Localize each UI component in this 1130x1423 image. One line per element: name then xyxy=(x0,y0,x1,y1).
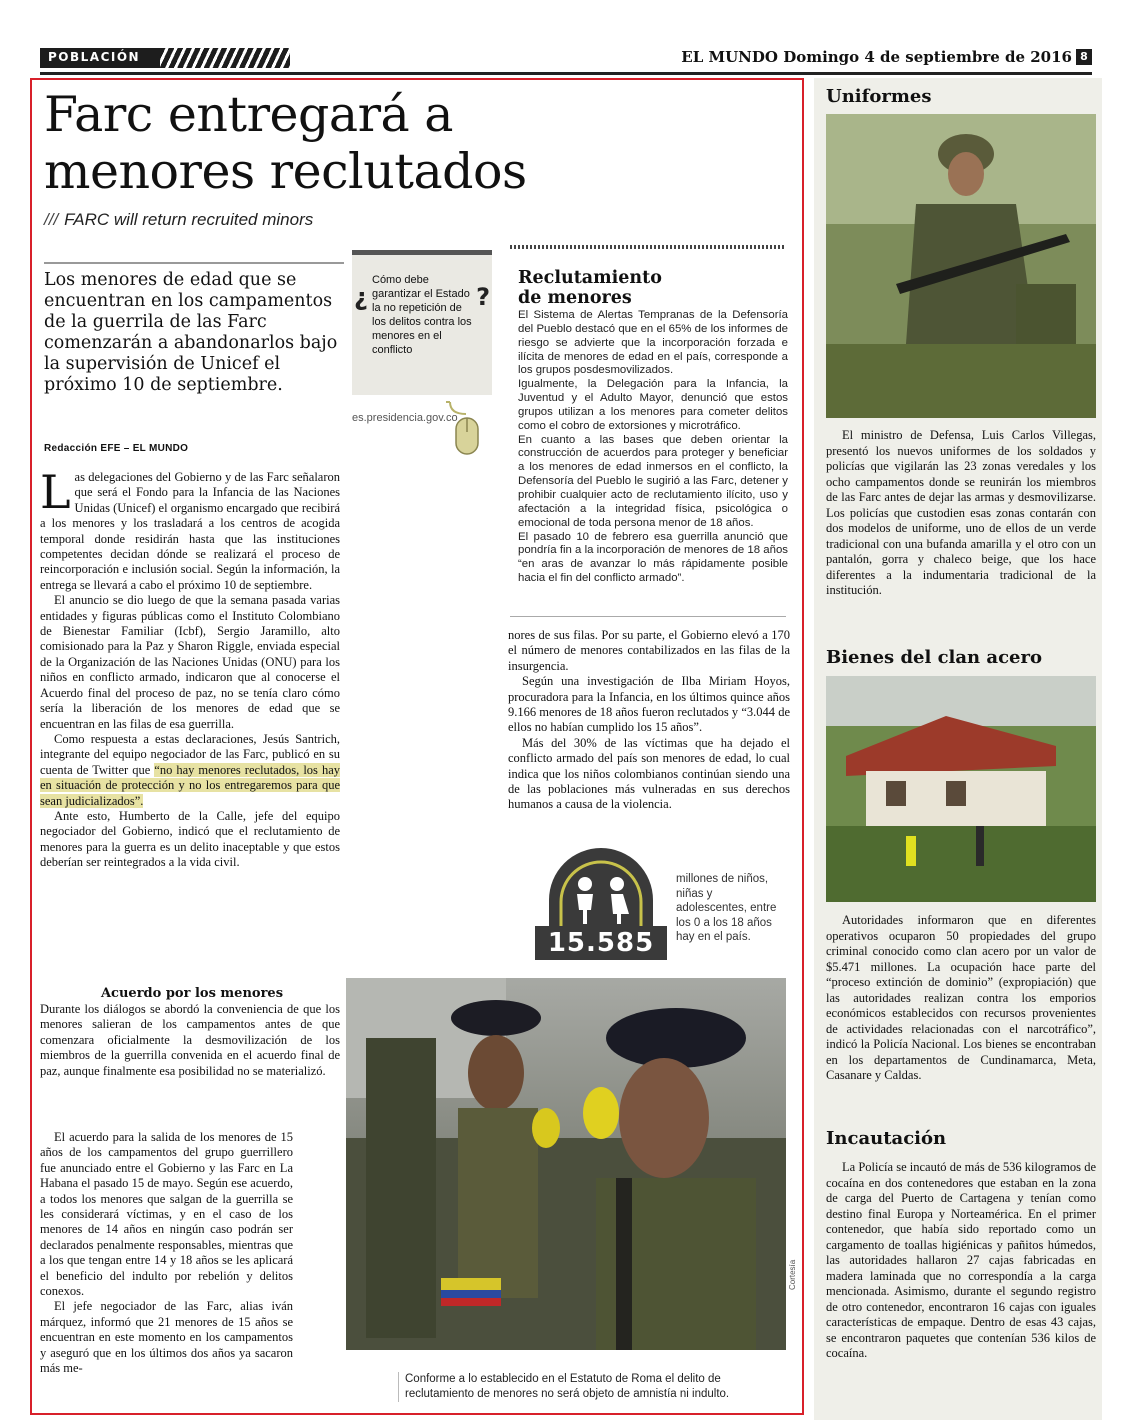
question-close-icon: ? xyxy=(476,283,490,311)
headline-line-2: menores reclutados xyxy=(44,143,527,200)
lead-rule xyxy=(44,262,344,264)
box-dotted-rule xyxy=(510,245,786,249)
stat-caption: millones de niños, niñas y adolescentes, entre los 0 a los 18 años hay en el país. xyxy=(676,873,777,943)
guerrilla-photo xyxy=(346,978,786,1350)
subheadline-slashes-icon: /// xyxy=(44,210,59,229)
headline xyxy=(44,86,784,200)
article-paragraph: El jefe negociador de las Farc, alias iván márquez, informó que 21 menores de 15 años se encuentran en este momento en los campamentos y aseguró que en los últimos dos años ya sacaron más me- xyxy=(40,1299,293,1376)
sidebar-text-incautacion: La Policía se incautó de más de 536 kilogramos de cocaína en dos contenedores que estaban en la zona de carga del Puerto de Cartagena y tenían como destino final Europa y Norteamérica. En el primer contenedor, que había sido reportado como un cargamento de toallas higiénicas y pañitos húmedos, las autoridades hallaron 27 cajas fabricadas en madera laminada que no correspondía a la carga mencionada. Asimismo, durante el segundo registro de otro contenedor, encontraron 16 cajas con iguales características de empaque. Dentro de esas 43 cajas, se encontraron paquetes que contenían 536 kilos de cocaína. xyxy=(826,1160,1096,1360)
sidebar-title-bienes: Bienes del clan acero xyxy=(826,647,1042,668)
box-title: Reclutamiento de menores xyxy=(518,268,662,308)
section-stripes xyxy=(160,48,290,68)
box-paragraph: En cuanto a las bases que deben orientar la construcción de acuerdos para proteger y beneficiar a los menores de edad inmersos en el conflicto, la Defensoría del Pueblo le sugirió a las Farc, detener y prohibir cualquier acto de reclutamiento ilícito, uso y afectación a la integridad física, psicológica o emocional de toda persona menor de 18 años. xyxy=(518,433,788,529)
article-paragraph: Más del 30% de las víctimas que ha dejado el conflicto armado del país son menores de edad, lo cual indica que los niños colombianos continúan siendo una de las poblaciones más vulneradas en sus derechos humanos a causa de la violencia. xyxy=(508,735,790,812)
article-paragraph: nores de sus filas. Por su parte, el Gobierno elevó a 170 el número de menores contabilizados en las filas de la insurgencia. xyxy=(508,628,790,673)
question-box xyxy=(352,250,492,395)
section-label: POBLACIÓN xyxy=(48,50,141,64)
subheadline xyxy=(44,210,313,230)
sidebar-title-uniformes: Uniformes xyxy=(826,86,932,107)
article-paragraph: Durante los diálogos se abordó la conveniencia de que los menores salieran de los campamentos antes de que comenzara oficialmente la desmovilización de los miembros de la guerrilla convenida en el acuerdo final de paz, aunque finalmente esa posibilidad no se materializó. xyxy=(40,1002,340,1078)
question-text: Cómo debe garantizar el Estado la no repetición de los delitos contra los menores en el conflicto xyxy=(372,274,472,356)
sidebar-text-bienes: Autoridades informaron que en diferentes operativos ocuparon 50 propiedades del grupo criminal conocido como clan acero por un valor de $5.471 millones. La ocupación hace parte del “proceso extinción de dominio” (expropiación) que las autoridades realizan contra los emporios económicos establecidos con recursos provenientes de actividades relacionadas con el narcotráfico”, indicó la Policía Nacional. Los bienes se encontraban en los departamentos de Cundinamarca, Meta, Casanare y Caldas. xyxy=(826,913,1096,1082)
section-tag xyxy=(40,48,290,68)
article-paragraph: Las delegaciones del Gobierno y de las Farc señalaron que será el Fondo para la Infancia de las Naciones Unidas (Unicef) el organismo encargado que recibirá a los menores y los trasladará a los centros de acogida temporal donde residirán hasta que las instituciones competentes decidan dónde se realizará el proceso de reincorporación e inclusión social. Según la información, la entrega se llevará a cabo el próximo 10 de septiembre. xyxy=(40,465,340,592)
box-body xyxy=(518,309,788,586)
lead-paragraph: Los menores de edad que se encuentran en los campamentos de la guerrila de las Farc comenzarán a abandonarlos bajo la supervisión de Unicef el próximo 10 de septiembre. xyxy=(44,270,338,395)
sidebar-text-uniformes: El ministro de Defensa, Luis Carlos Villegas, presentó los nuevos uniformes de los soldados y policías que vigilarán las 23 zonas veredales y los ocho campamentos donde se reunirán los miembros de las Farc antes de dejar las armas y desmovilizarse. Los policías que custodien esas zonas contarán con dos modelos de uniforme, uno de ellos de un verde tradicional con una bufanda amarilla y el otro con un pantalón, gorra y chaleco beige, que los hace diferentes a la indumentaria tradicional de la institución. xyxy=(826,428,1096,597)
photo-credit: Cortesía xyxy=(788,1259,797,1290)
mouse-icon xyxy=(446,400,486,460)
article-paragraph: Ante esto, Humberto de la Calle, jefe del equipo negociador del Gobierno, indicó que el reclutamiento de menores para la guerra es un delito inaceptable y que estos deberían ser reintegrados a la vida civil. xyxy=(40,808,340,870)
source-link[interactable]: es.presidencia.gov.co xyxy=(352,412,458,424)
article-paragraph: Como respuesta a estas declaraciones, Jesús Santrich, integrante del equipo negociador de las Farc, publicó en su cuenta de Twitter que “no hay menores reclutados, los hay en situación de protección y no los entregaremos para que sean judicializados”. xyxy=(40,731,340,808)
article-paragraph: El anuncio se dio luego de que la semana pasada varias entidades y figuras públicas como el Instituto Colombiano de Bienestar Familiar (Icbf), Sergio Jaramillo, alto comisionado para la Paz y Sharon Riggle, enviada especial de la Organización de las Naciones Unidas (ONU) para los niños en conflicto armado, indicaron que al conocerse el Acuerdo final del proceso de paz, no se tenía claro cómo sería la liberación de los menores de edad que se encuentran en las filas de esa guerrilla. xyxy=(40,593,340,731)
stat-number: 15.585 xyxy=(535,926,667,960)
byline: Redacción EFE – EL MUNDO xyxy=(44,443,189,454)
photo-caption: Conforme a lo establecido en el Estatuto de Roma el delito de reclutamiento de menores no será objeto de amnistía ni indulto. xyxy=(398,1372,787,1402)
question-open-icon: ¿ xyxy=(354,283,368,311)
article-paragraph: El acuerdo para la salida de los menores de 15 años de los campamentos del grupo guerrillero fue anunciado entre el Gobierno y las Farc en La Habana el pasado 15 de mayo. Según ese acuerdo, a todos los menores que salgan de la guerrilla se les considerará víctimas, y en el caso de los menores de 14 años en ningún caso podrán ser declarados penalmente responsables, mientras que a los que tengan entre 14 y 18 años se les aplicará el beneficio del indulto por rebelión y delitos conexos. xyxy=(40,1130,293,1299)
article-column-1 xyxy=(40,465,340,871)
dropcap: L xyxy=(40,465,71,519)
box-paragraph: Igualmente, la Delegación para la Infancia, la Juventud y el Adulto Mayor, denunció que estos grupos utilizan a los menores para cometer delitos como el cobro de extorsiones y microtráfico. xyxy=(518,378,788,432)
sidebar-title-incautacion: Incautación xyxy=(826,1128,947,1149)
box-paragraph: El pasado 10 de febrero esa guerrilla anunció que pondría fin a la incorporación de menores de 18 años “en aras de avanzar lo más rápidamente posible hacia el fin del conflicto armado”. xyxy=(518,530,788,585)
header-rule xyxy=(40,72,1092,75)
subheadline-text: FARC will return recruited minors xyxy=(64,210,314,229)
box-bottom-rule xyxy=(510,616,786,617)
article-column-1-continued xyxy=(40,1002,340,1079)
article-paragraph: Según una investigación de Ilba Miriam Hoyos, procuradora para la Infancia, en los últimos quince años 9.166 menores de 18 años fueron reclutados y “3.044 de ellos no habían cumplido los 15 años”. xyxy=(508,674,790,735)
subhead-acuerdo: Acuerdo por los menores xyxy=(100,986,284,1001)
article-column-3 xyxy=(508,628,790,813)
soldier-photo xyxy=(826,114,1096,418)
property-photo xyxy=(826,676,1096,902)
highlighted-quote: “no hay menores reclutados, los hay en situación de protección y no los entregaremos para que sean judicializados”. xyxy=(40,762,340,808)
article-column-1-narrow xyxy=(40,1130,293,1377)
masthead: EL MUNDO Domingo 4 de septiembre de 2016 xyxy=(681,48,1072,66)
box-paragraph: El Sistema de Alertas Tempranas de la Defensoría del Pueblo destacó que en el 65% de los informes de riesgo se advierte que la incorporación forzada e ilícita de menores de edad en el país, corresponde a los grupos posdesmovilizados. xyxy=(518,309,788,377)
headline-line-1: Farc entregará a xyxy=(44,86,454,143)
page-number: 8 xyxy=(1076,49,1092,65)
